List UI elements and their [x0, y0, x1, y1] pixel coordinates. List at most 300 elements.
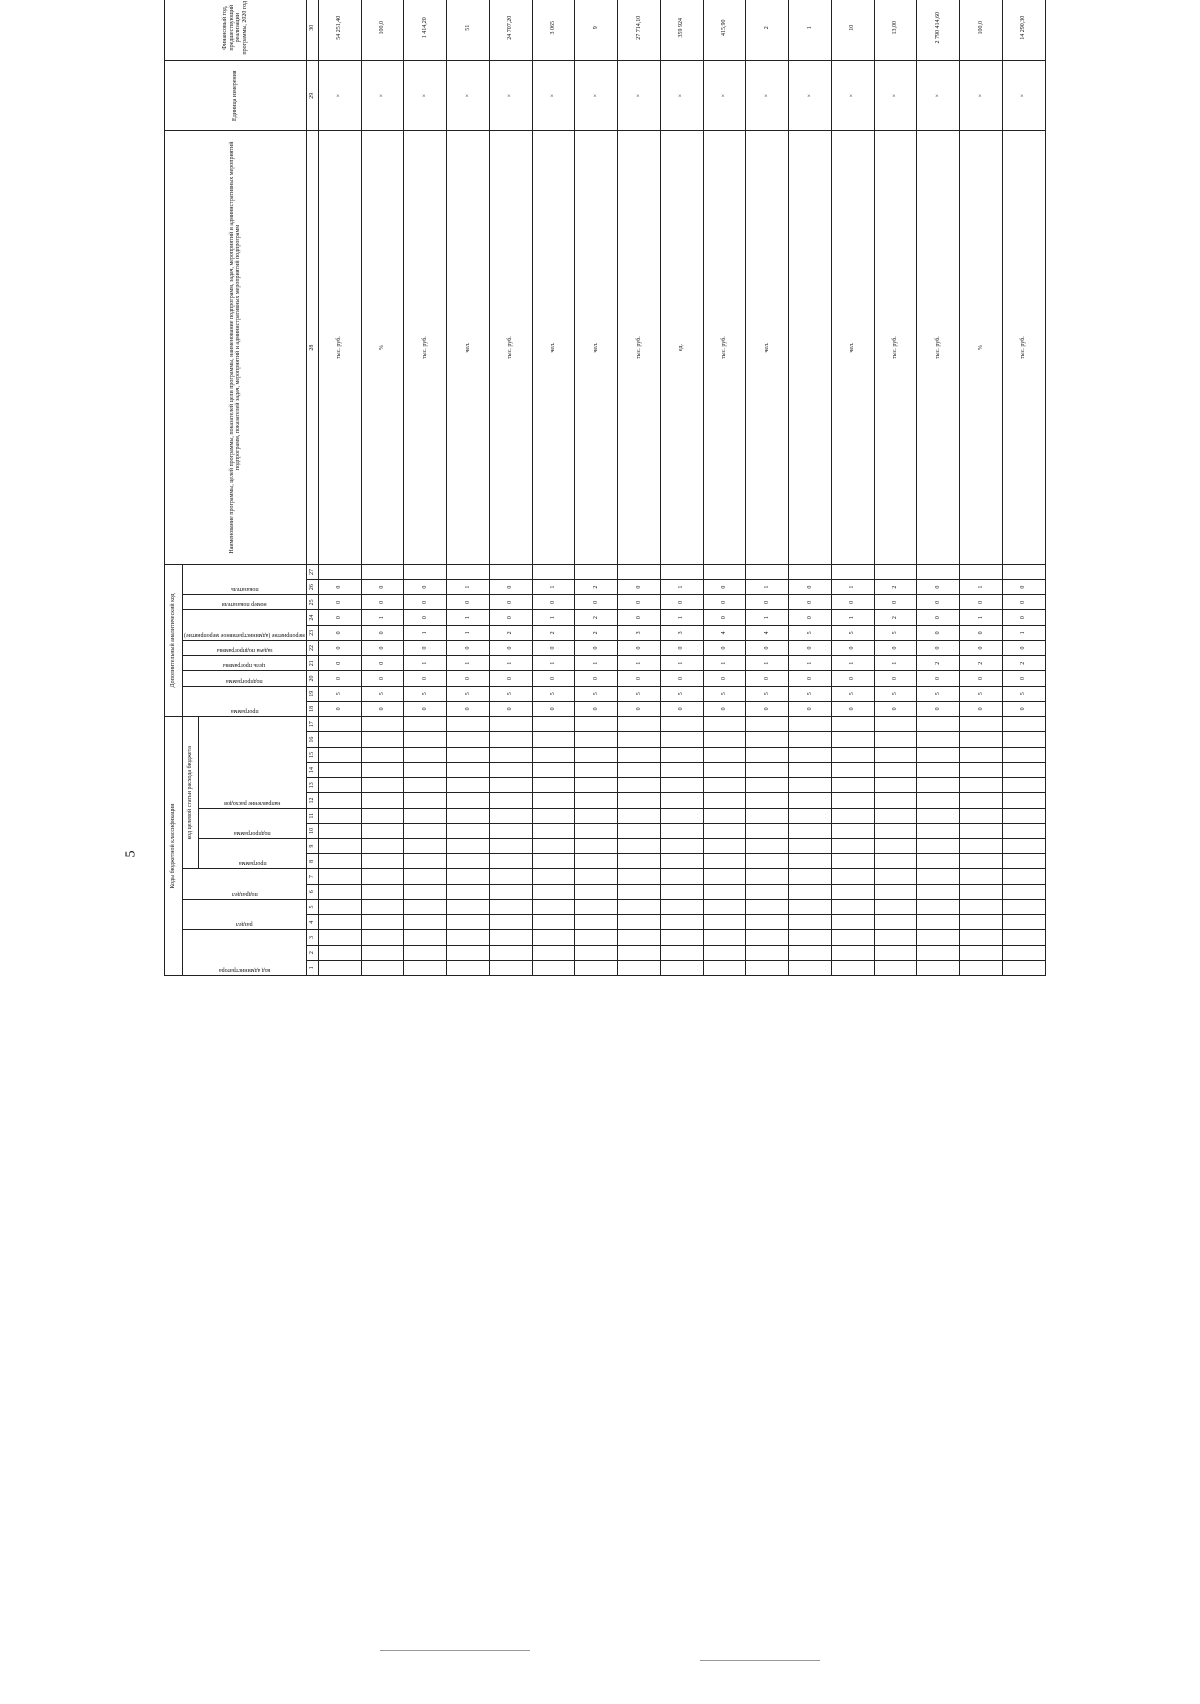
code-cell: [660, 869, 703, 884]
code-cell: [960, 915, 1003, 930]
code-cell: [489, 884, 532, 899]
code-cell: [874, 747, 917, 762]
table-row: [746, 0, 789, 976]
code-cell: [489, 762, 532, 777]
code-cell: [960, 854, 1003, 869]
unit-cell: тыс. руб.: [1002, 131, 1045, 565]
code-cell: [917, 747, 960, 762]
code-cell: [746, 839, 789, 854]
code-cell: [489, 793, 532, 808]
code-cell: 5: [917, 686, 960, 701]
code-cell: 0: [318, 671, 361, 686]
code-cell: [746, 717, 789, 732]
table-row: [447, 0, 490, 976]
code-cell: [874, 930, 917, 945]
unit-cell: чел.: [447, 131, 490, 565]
code-cell: [489, 778, 532, 793]
value-cell: 2: [746, 0, 789, 61]
code-cell: [404, 839, 447, 854]
value-cell: 100,0: [960, 0, 1003, 61]
code-cell: 0: [489, 595, 532, 610]
code-cell: [746, 960, 789, 975]
code-cell: 1: [404, 656, 447, 671]
code-cell: [789, 869, 832, 884]
code-cell: [874, 732, 917, 747]
code-cell: [1002, 945, 1045, 960]
code-cell: 1: [447, 656, 490, 671]
code-cell: [746, 915, 789, 930]
code-cell: [404, 762, 447, 777]
code-cell: [361, 732, 404, 747]
code-cell: [874, 899, 917, 914]
row-name-cell: [532, 564, 575, 579]
code-cell: [618, 854, 661, 869]
code-cell: [361, 899, 404, 914]
code-cell: [746, 762, 789, 777]
code-cell: 0: [489, 580, 532, 595]
code-cell: [703, 899, 746, 914]
code-cell: 1: [1002, 625, 1045, 640]
column-number: 28: [306, 131, 318, 565]
code-cell: 0: [361, 580, 404, 595]
code-cell: [447, 717, 490, 732]
code-cell: [361, 839, 404, 854]
code-cell: [874, 915, 917, 930]
code-cell: [1002, 717, 1045, 732]
code-cell: [361, 717, 404, 732]
code-cell: 0: [789, 595, 832, 610]
value-cell: 9: [575, 0, 618, 61]
code-cell: [874, 854, 917, 869]
code-cell: [703, 778, 746, 793]
code-cell: [874, 762, 917, 777]
code-cell: [489, 915, 532, 930]
column-number: 22: [306, 640, 318, 655]
code-cell: 0: [618, 595, 661, 610]
row-name-cell: [789, 564, 832, 579]
code-cell: 0: [831, 595, 874, 610]
code-cell: 5: [532, 686, 575, 701]
code-cell: 0: [361, 625, 404, 640]
code-cell: [1002, 747, 1045, 762]
code-cell: [703, 747, 746, 762]
code-cell: 0: [318, 580, 361, 595]
value-cell: ×: [618, 61, 661, 131]
code-cell: [1002, 793, 1045, 808]
value-cell: ×: [917, 61, 960, 131]
code-cell: [789, 732, 832, 747]
code-cell: 5: [831, 625, 874, 640]
code-cell: 0: [789, 610, 832, 625]
code-cell: 1: [831, 656, 874, 671]
code-cell: [789, 899, 832, 914]
code-cell: [831, 823, 874, 838]
code-cell: [318, 793, 361, 808]
code-cell: [404, 732, 447, 747]
code-cell: 0: [532, 640, 575, 655]
a-goal-header: цель программы: [223, 662, 266, 669]
table-row: [1002, 0, 1045, 976]
code-cell: [447, 915, 490, 930]
code-cell: 5: [874, 686, 917, 701]
code-cell: [660, 854, 703, 869]
code-cell: [532, 732, 575, 747]
row-name-cell: [361, 564, 404, 579]
code-cell: [318, 854, 361, 869]
code-cell: [831, 915, 874, 930]
code-cell: [575, 717, 618, 732]
unit-cell: %: [960, 131, 1003, 565]
code-cell: 2: [960, 656, 1003, 671]
code-cell: [404, 854, 447, 869]
code-cell: [618, 823, 661, 838]
code-cell: [532, 854, 575, 869]
code-cell: [618, 915, 661, 930]
code-cell: [318, 930, 361, 945]
code-cell: [789, 717, 832, 732]
page-number: 5: [123, 850, 139, 858]
column-numbers-row: [306, 0, 318, 976]
code-cell: 1: [532, 580, 575, 595]
value-cell: ×: [831, 61, 874, 131]
code-cell: [447, 732, 490, 747]
code-cell: [532, 869, 575, 884]
code-cell: [447, 960, 490, 975]
code-cell: [489, 839, 532, 854]
unit-cell: чел.: [532, 131, 575, 565]
table-row: [618, 0, 661, 976]
code-cell: [831, 854, 874, 869]
code-cell: [489, 732, 532, 747]
code-cell: [831, 839, 874, 854]
code-cell: [660, 747, 703, 762]
code-cell: [532, 808, 575, 823]
code-cell: 0: [1002, 640, 1045, 655]
code-cell: 3: [660, 625, 703, 640]
code-cell: [318, 839, 361, 854]
code-cell: [618, 839, 661, 854]
code-cell: [660, 732, 703, 747]
code-cell: [489, 899, 532, 914]
row-name-cell: [874, 564, 917, 579]
code-cell: [746, 884, 789, 899]
code-cell: [917, 945, 960, 960]
a-indicator-header: показатель: [230, 586, 259, 593]
table-row: [831, 0, 874, 976]
code-cell: [575, 839, 618, 854]
code-cell: [831, 808, 874, 823]
code-cell: [746, 899, 789, 914]
code-cell: [917, 915, 960, 930]
value-cell: ×: [489, 61, 532, 131]
code-cell: 0: [361, 656, 404, 671]
a-task-header: задача подпрограммы: [216, 647, 273, 654]
column-number: 12: [306, 793, 318, 808]
code-cell: [831, 747, 874, 762]
code-cell: 0: [1002, 671, 1045, 686]
code-cell: [831, 899, 874, 914]
value-cell: ×: [575, 61, 618, 131]
value-cell: 54 251,40: [318, 0, 361, 61]
code-cell: [746, 732, 789, 747]
code-cell: [789, 884, 832, 899]
code-cell: [489, 717, 532, 732]
code-cell: 0: [318, 640, 361, 655]
code-cell: 0: [532, 701, 575, 716]
code-cell: 2: [489, 625, 532, 640]
code-cell: [447, 854, 490, 869]
row-name-cell: [618, 564, 661, 579]
code-cell: 0: [318, 595, 361, 610]
code-cell: [960, 945, 1003, 960]
table-row: [489, 0, 532, 976]
code-cell: [831, 960, 874, 975]
code-cell: [618, 869, 661, 884]
code-cell: [917, 793, 960, 808]
column-number: 21: [306, 656, 318, 671]
code-cell: [1002, 808, 1045, 823]
row-name-cell: [703, 564, 746, 579]
code-cell: [318, 960, 361, 975]
code-cell: [703, 854, 746, 869]
column-number: 8: [306, 854, 318, 869]
code-cell: [746, 778, 789, 793]
code-cell: 0: [618, 671, 661, 686]
code-cell: [660, 945, 703, 960]
value-cell: 10: [831, 0, 874, 61]
code-cell: [489, 823, 532, 838]
code-cell: [789, 839, 832, 854]
expense-code-header: код целевой статьи расхода бюджета: [183, 717, 199, 869]
code-cell: 5: [404, 686, 447, 701]
code-cell: 5: [660, 686, 703, 701]
code-cell: [318, 915, 361, 930]
code-cell: [318, 732, 361, 747]
code-cell: 1: [746, 656, 789, 671]
row-name-cell: [917, 564, 960, 579]
scan-mark: [380, 1650, 530, 1651]
code-cell: [789, 747, 832, 762]
value-cell: 24 707,20: [489, 0, 532, 61]
column-number: 29: [306, 61, 318, 131]
code-cell: [618, 747, 661, 762]
code-cell: [361, 869, 404, 884]
code-cell: [789, 945, 832, 960]
code-cell: [746, 823, 789, 838]
column-number: 2: [306, 945, 318, 960]
code-cell: [575, 823, 618, 838]
code-cell: [1002, 839, 1045, 854]
code-cell: [361, 747, 404, 762]
code-cell: 1: [746, 580, 789, 595]
code-cell: [874, 823, 917, 838]
code-cell: [1002, 732, 1045, 747]
column-number: 3: [306, 930, 318, 945]
value-cell: 359 924: [660, 0, 703, 61]
code-cell: 0: [575, 701, 618, 716]
code-cell: [447, 823, 490, 838]
a-measure-header: мероприятие (административное мероприятие): [184, 631, 305, 638]
code-cell: 0: [917, 671, 960, 686]
table-row: [917, 0, 960, 976]
column-number: 19: [306, 686, 318, 701]
unit-cell: [789, 131, 832, 565]
code-cell: [1002, 823, 1045, 838]
code-cell: [361, 960, 404, 975]
code-cell: 3: [618, 625, 661, 640]
row-name-cell: [489, 564, 532, 579]
code-cell: 0: [404, 640, 447, 655]
code-cell: [960, 869, 1003, 884]
code-cell: [404, 930, 447, 945]
row-name-cell: [660, 564, 703, 579]
code-cell: 1: [746, 610, 789, 625]
section-header: раздел: [236, 921, 253, 928]
code-cell: 1: [532, 656, 575, 671]
value-cell: 1 414,20: [404, 0, 447, 61]
code-cell: 0: [447, 595, 490, 610]
code-cell: [789, 960, 832, 975]
code-cell: 0: [404, 701, 447, 716]
code-cell: [831, 945, 874, 960]
code-cell: 0: [532, 595, 575, 610]
column-number: 5: [306, 899, 318, 914]
code-cell: 0: [575, 671, 618, 686]
code-cell: 0: [447, 701, 490, 716]
code-cell: [575, 945, 618, 960]
code-cell: 1: [618, 656, 661, 671]
code-cell: 0: [703, 595, 746, 610]
code-cell: [703, 839, 746, 854]
program-table: [164, 0, 1046, 976]
code-cell: [575, 884, 618, 899]
code-cell: [447, 808, 490, 823]
code-cell: 0: [917, 625, 960, 640]
code-cell: [917, 930, 960, 945]
code-cell: 0: [917, 640, 960, 655]
code-cell: [960, 899, 1003, 914]
unit-cell: чел.: [831, 131, 874, 565]
code-cell: 0: [960, 671, 1003, 686]
code-cell: 1: [489, 656, 532, 671]
code-cell: 0: [318, 625, 361, 640]
code-cell: [874, 839, 917, 854]
code-cell: [318, 762, 361, 777]
code-cell: 0: [532, 671, 575, 686]
unit-cell: чел.: [575, 131, 618, 565]
code-cell: 0: [917, 595, 960, 610]
code-cell: [489, 960, 532, 975]
code-cell: 1: [532, 610, 575, 625]
code-cell: [318, 899, 361, 914]
code-cell: [532, 793, 575, 808]
code-cell: 2: [874, 580, 917, 595]
unit-cell: тыс. руб.: [318, 131, 361, 565]
code-cell: 0: [318, 701, 361, 716]
code-cell: [532, 884, 575, 899]
code-cell: [575, 732, 618, 747]
code-cell: 0: [703, 640, 746, 655]
code-cell: [618, 945, 661, 960]
code-cell: [404, 793, 447, 808]
code-cell: [318, 717, 361, 732]
code-cell: [318, 945, 361, 960]
code-cell: [489, 854, 532, 869]
code-cell: [318, 884, 361, 899]
code-cell: 5: [874, 625, 917, 640]
row-name-cell: [1002, 564, 1045, 579]
code-cell: 0: [960, 640, 1003, 655]
code-cell: 0: [489, 671, 532, 686]
code-cell: [404, 747, 447, 762]
value-cell: ×: [361, 61, 404, 131]
code-cell: 5: [447, 686, 490, 701]
code-cell: [746, 854, 789, 869]
code-cell: 0: [789, 640, 832, 655]
code-cell: 5: [1002, 686, 1045, 701]
code-cell: [703, 960, 746, 975]
code-cell: [789, 808, 832, 823]
code-cell: 1: [404, 625, 447, 640]
column-number: 24: [306, 610, 318, 625]
code-cell: 0: [1002, 595, 1045, 610]
code-cell: [1002, 869, 1045, 884]
column-number: 6: [306, 884, 318, 899]
value-cell: 27 714,10: [618, 0, 661, 61]
code-cell: [874, 808, 917, 823]
code-cell: [703, 732, 746, 747]
code-cell: [575, 930, 618, 945]
code-cell: 1: [831, 580, 874, 595]
code-cell: [917, 899, 960, 914]
code-cell: 0: [789, 671, 832, 686]
code-cell: [874, 778, 917, 793]
code-cell: [874, 884, 917, 899]
code-cell: [789, 930, 832, 945]
value-cell: ×: [960, 61, 1003, 131]
code-cell: [361, 884, 404, 899]
code-cell: [960, 930, 1003, 945]
unit-cell: тыс. руб.: [404, 131, 447, 565]
code-cell: 0: [917, 701, 960, 716]
code-cell: [361, 854, 404, 869]
value-cell: 415,90: [703, 0, 746, 61]
code-cell: [960, 884, 1003, 899]
value-cell: ×: [404, 61, 447, 131]
code-cell: 0: [447, 640, 490, 655]
code-cell: [361, 945, 404, 960]
code-cell: 1: [960, 610, 1003, 625]
code-cell: 0: [917, 610, 960, 625]
code-cell: [831, 793, 874, 808]
code-cell: [404, 899, 447, 914]
code-cell: 1: [447, 625, 490, 640]
analytic-group-header: Дополнительный аналитический код: [165, 564, 183, 716]
code-cell: [789, 762, 832, 777]
code-cell: [447, 899, 490, 914]
table-row: [318, 0, 361, 976]
unit-cell: %: [361, 131, 404, 565]
code-cell: [1002, 762, 1045, 777]
column-number: 9: [306, 839, 318, 854]
code-cell: 5: [789, 686, 832, 701]
value-cell: 100,0: [361, 0, 404, 61]
code-cell: [917, 884, 960, 899]
name-header: Наименование программы, целей программы, показателей цели программы, наименование подпрограмм, задач, мероприятий и административных мероприятий подпрограмм, показателей задач, мероприятий и административных мероприятий подпрограмм: [165, 131, 307, 565]
scan-mark: [700, 1660, 820, 1661]
code-cell: 0: [618, 701, 661, 716]
value-cell: ×: [660, 61, 703, 131]
